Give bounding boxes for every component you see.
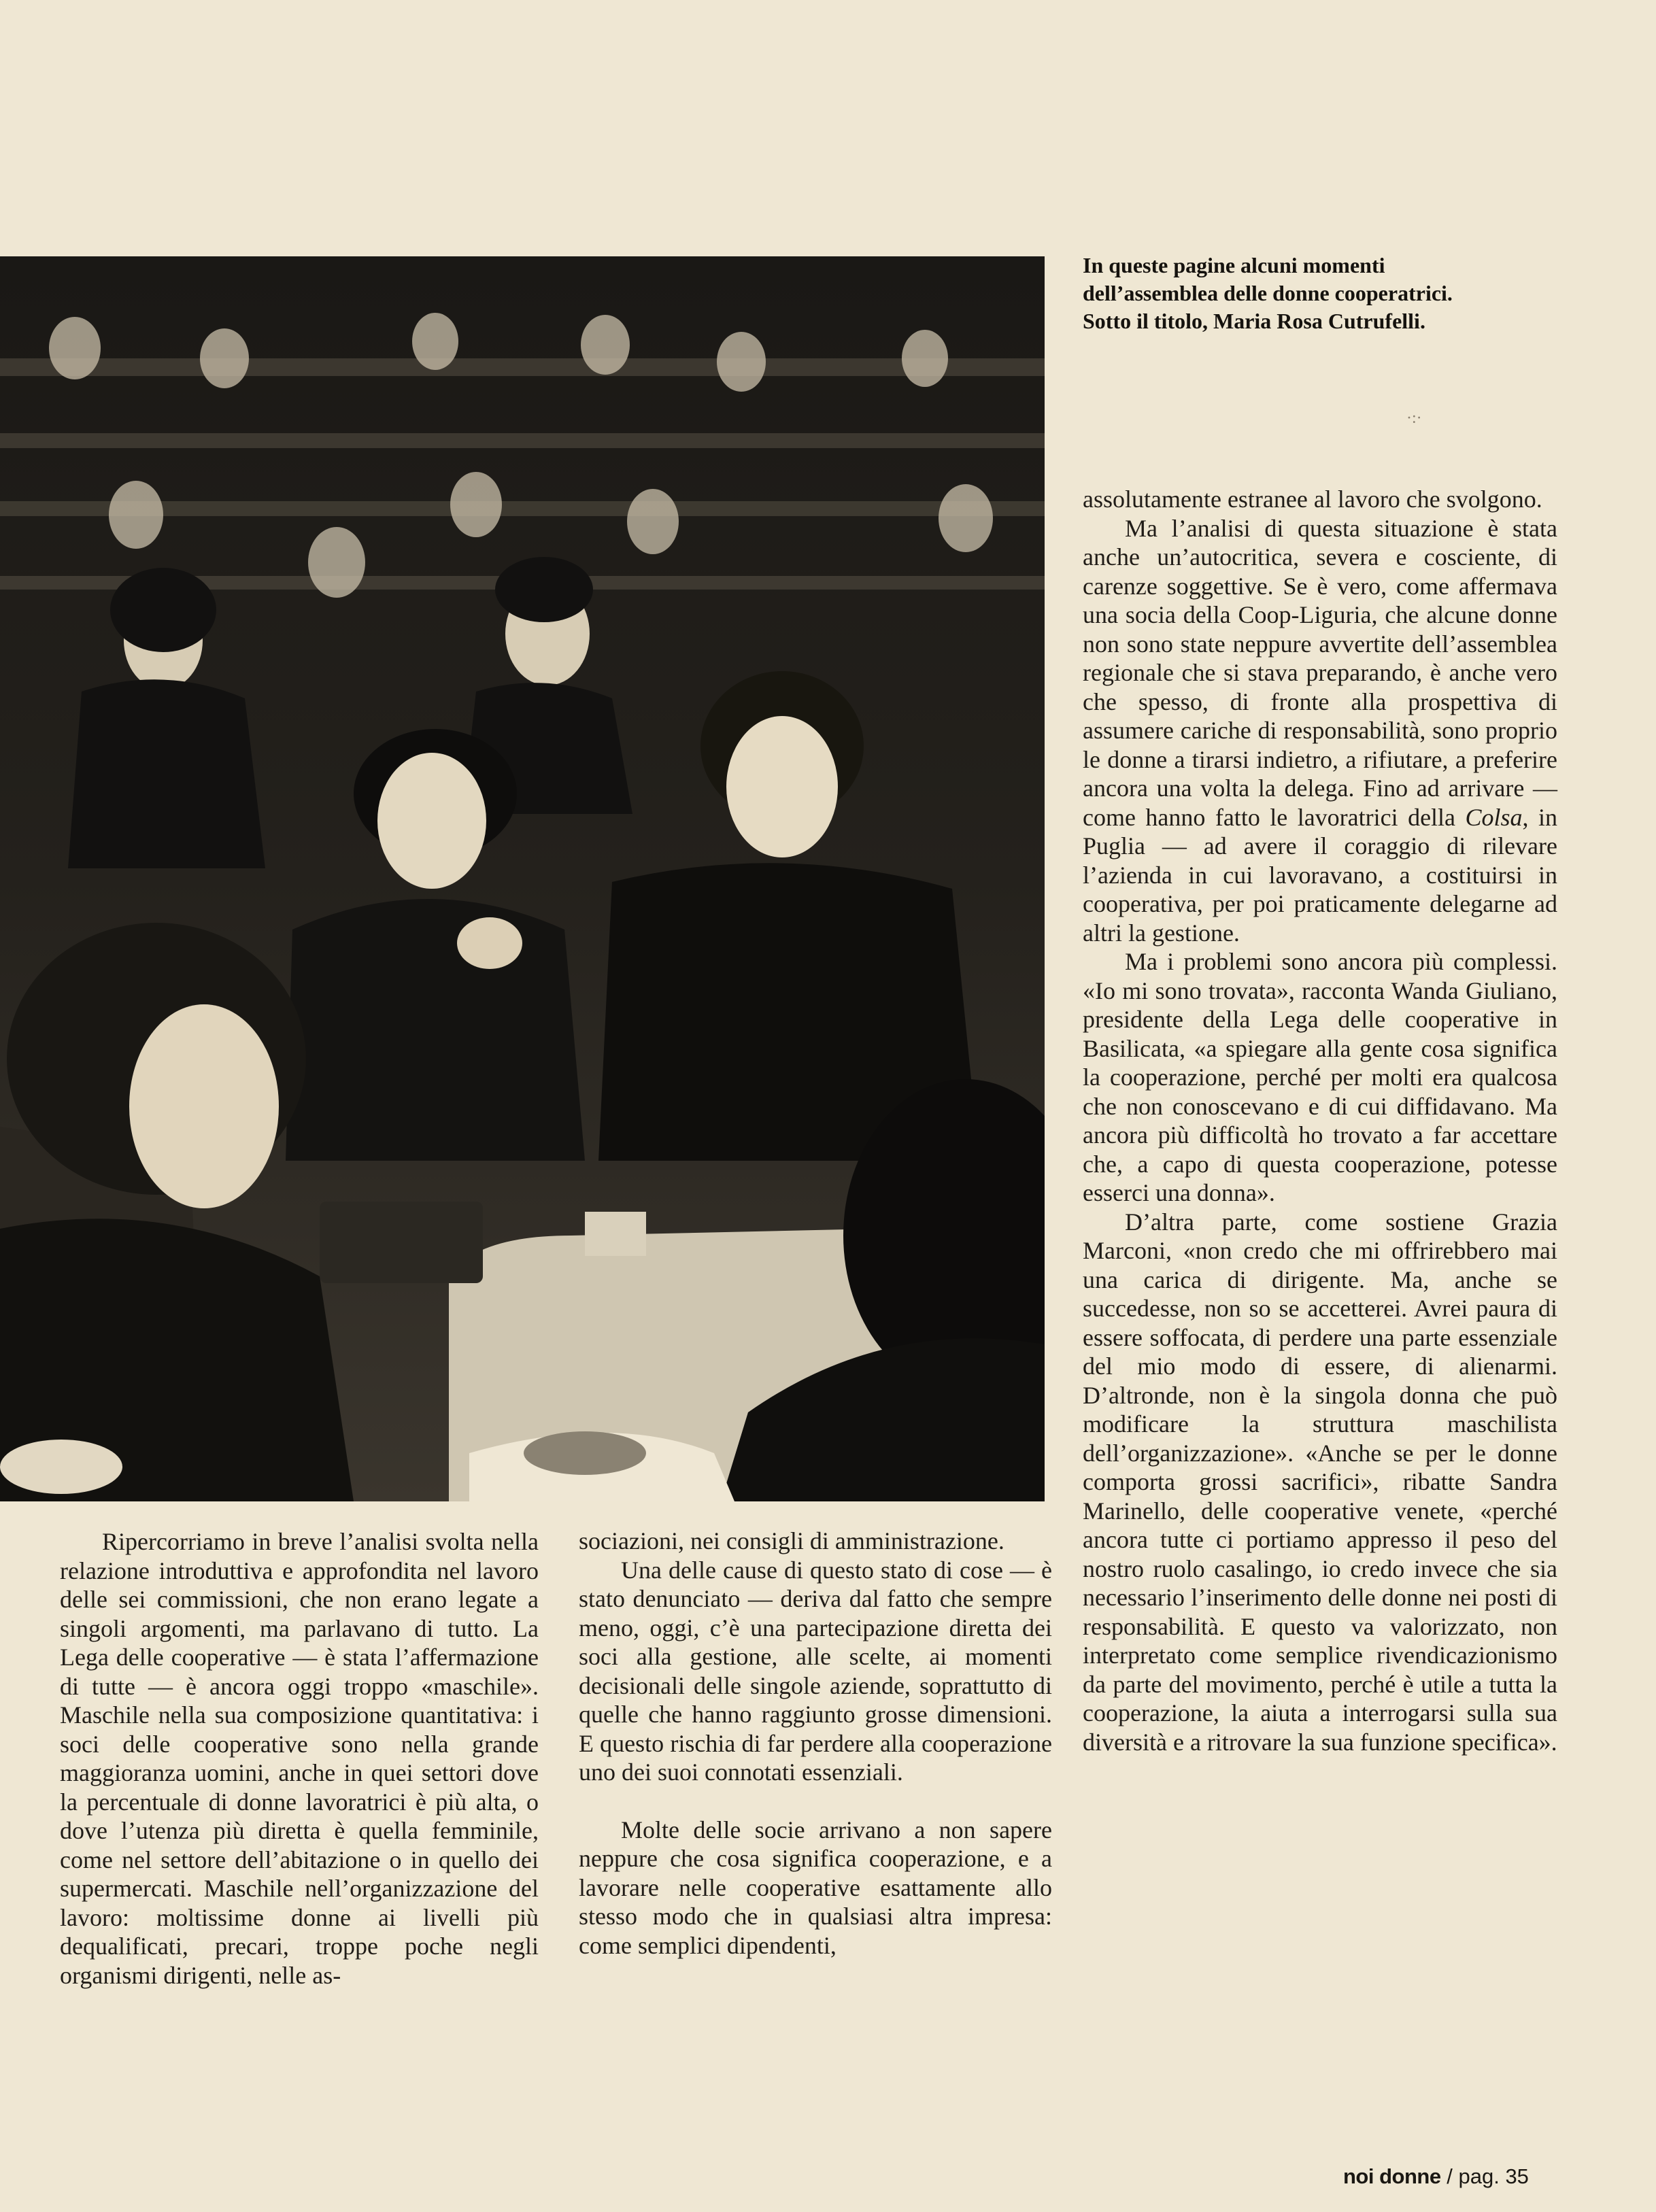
caption-line: In queste pagine alcuni momenti [1083, 253, 1385, 277]
paragraph: D’altra parte, come sostiene Grazia Marconi, «non credo che mi offrirebbero mai una carica di dirigente. Ma, anche se succedesse, non so se accetterei. Avrei paura di essere soffocata, di perdere una parte essenziale del mio modo di essere, di alienarmi. D’altronde, non è la singola donna che può modificare la struttura maschilista dell’organizzazione». «Anche se per le donne comporta grossi sacrifici», ribatte Sandra Marinello, delle cooperative venete, «perché ancora tutte ci portiamo appresso il peso del nostro ruolo casalingo, io credo invece che sia necessario l’inserimento delle donne nei posti di responsabilità. E questo va valorizzato, non interpretato come semplice rivendicazionismo da parte del movimento, perché è utile a tutta la cooperazione, la aiuta a interrogarsi sulla sua diversità e a ritrovare la sua funzione specifica». [1083, 1208, 1557, 1756]
photo-illustration [0, 256, 1045, 1501]
paragraph: assolutamente estranee al lavoro che svolgono. [1083, 486, 1542, 513]
print-speck: ·:· [1406, 409, 1422, 427]
paragraph: Ripercorriamo in breve l’analisi svolta nella relazione introduttiva e approfondita nel lavoro delle sei commissioni, che non erano legate a singoli argomenti, ma parlavano di tutto. La Lega delle cooperative — è stata l’affermazione di tutte — è ancora oggi troppo «maschile». Maschile nella sua composizione quantitativa: i soci delle cooperative sono nella grande maggioranza uomini, anche in quei settori dove la percentuale di donne lavoratrici è più alta, o dove l’utenza più diretta è quella femminile, come nel settore dell’abitazione o in quello dei supermercati. Maschile nell’organizzazione del lavoro: moltissime donne ai livelli più dequalificati, precari, troppe poche negli organismi dirigenti, nelle as- [60, 1528, 539, 1989]
caption-line: dell’assemblea delle donne cooperatrici. [1083, 281, 1453, 305]
paragraph-text: , in Puglia — ad avere il coraggio di rilevare l’azienda in cui lavoravano, a costituirsi in cooperativa, per poi praticamente delegarne ad altri la gestione. [1083, 803, 1557, 947]
assembly-photo [0, 256, 1045, 1501]
article-column-left [60, 1527, 539, 1990]
paragraph: Molte delle socie arrivano a non sapere neppure che cosa significa cooperazione, e a lavorare nelle cooperative esattamente allo stesso modo che in qualsiasi altra impresa: come semplici dipendenti, [579, 1816, 1052, 1959]
paragraph-text: Ma l’analisi di questa situazione è stata anche un’autocritica, severa e cosciente, di carenze soggettive. Se è vero, come affermava una socia della Coop-Liguria, che alcune donne non sono state neppure avvertite dell’assemblea regionale che si stava preparando, è anche vero che spesso, di fronte alla prospettiva di assumere cariche di responsabilità, sono proprio le donne a tirarsi indietro, a rifiutare, a preferire ancora una volta la delega. Fino ad arrivare — come hanno fatto le lavoratrici della [1083, 514, 1557, 831]
article-column-right [1083, 485, 1557, 1756]
paragraph: Una delle cause di questo stato di cose — è stato denunciato — deriva dal fatto che sempre meno, oggi, c’è una partecipazione diretta dei soci alla gestione, alle scelte, ai momenti decisionali delle singole aziende, soprattutto di quelle che hanno raggiunto grosse dimensioni. E questo rischia di far perdere alla cooperazione uno dei suoi connotati essenziali. [579, 1556, 1052, 1786]
footer-separator: / [1447, 2164, 1453, 2188]
photo-caption [1083, 252, 1504, 335]
paragraph [1083, 514, 1557, 948]
page-label: pag. [1458, 2164, 1500, 2188]
paragraph: sociazioni, nei consigli di amministrazione. [579, 1527, 1004, 1554]
article-column-middle [579, 1527, 1052, 1960]
magazine-name: noi donne [1343, 2164, 1441, 2188]
page-number: 35 [1505, 2164, 1529, 2188]
page-footer [1343, 2164, 1529, 2189]
paragraph: Ma i problemi sono ancora più complessi. «Io mi sono trovata», racconta Wanda Giuliano, presidente della Lega delle cooperative in Basilicata, «a spiegare alla gente cosa significa la cooperazione, perché per molti era qualcosa che non conoscevano e di cui diffidavano. Ma ancora più difficoltà ho trovato a far accettare che, a capo di questa cooperazione, potesse esserci una donna». [1083, 948, 1557, 1206]
caption-line: Sotto il titolo, Maria Rosa Cutrufelli. [1083, 309, 1425, 333]
company-name-colsa: Colsa [1465, 803, 1523, 831]
